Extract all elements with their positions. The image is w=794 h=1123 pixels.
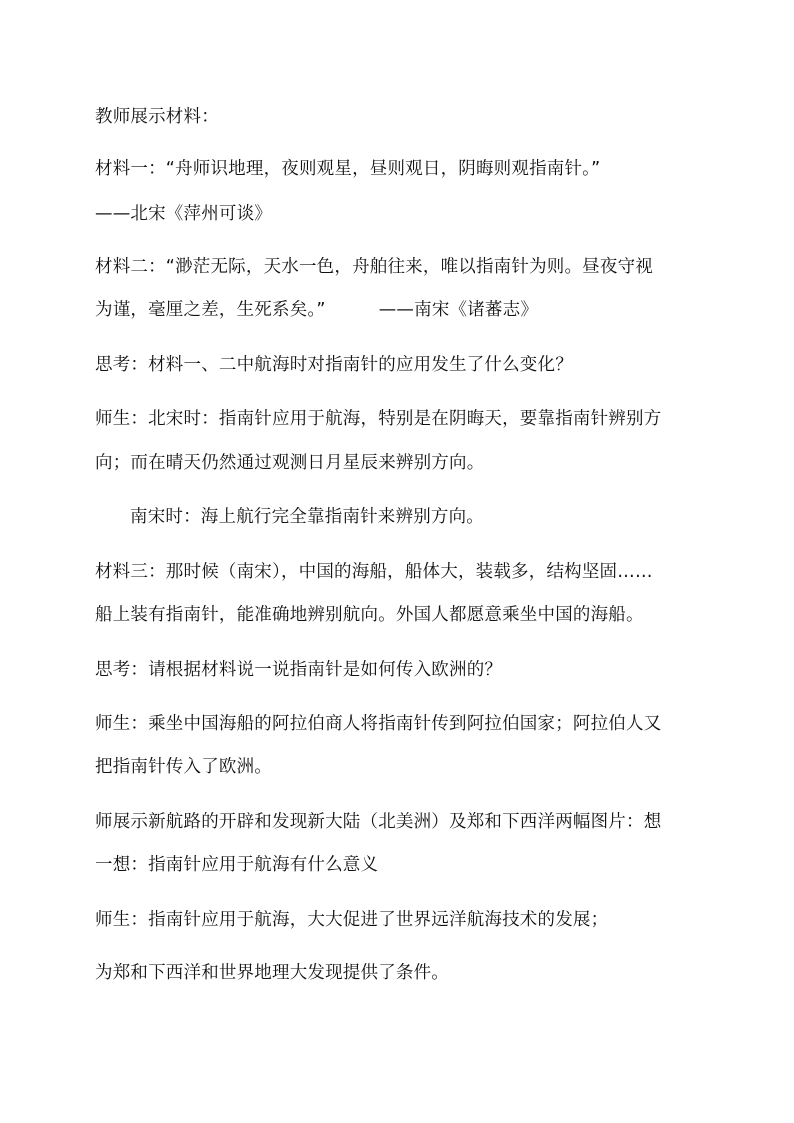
answer-one-line-3: 南宋时：海上航行完全靠指南针来辨别方向。 [130, 507, 484, 527]
material-two-source: 为谨，毫厘之差，生死系矣。” ——南宋《诸蕃志》 [95, 300, 539, 320]
intro-text: 教师展示材料： [95, 107, 219, 127]
think-question-one: 思考：材料一、二中航海时对指南针的应用发生了什么变化？ [95, 355, 573, 375]
answer-two-line-1: 师生：乘坐中国海船的阿拉伯商人将指南针传到阿拉伯国家；阿拉伯人又 [95, 714, 662, 734]
material-three-line-1: 材料三：那时候（南宋），中国的海船，船体大，装载多，结构坚固…… [95, 562, 653, 582]
answer-three-line-1: 师生：指南针应用于航海，大大促进了世界远洋航海技术的发展； [95, 910, 609, 930]
teacher-show-line-1: 师展示新航路的开辟和发现新大陆（北美洲）及郑和下西洋两幅图片：想 [95, 812, 662, 832]
answer-one-line-2: 向；而在晴天仍然通过观测日月星辰来辨别方向。 [95, 453, 485, 473]
material-three-line-2: 船上装有指南针，能准确地辨别航向。外国人都愿意乘坐中国的海船。 [95, 605, 644, 625]
answer-two-line-2: 把指南针传入了欧洲。 [95, 757, 272, 777]
teacher-show-line-2: 一想：指南针应用于航海有什么意义 [95, 855, 379, 875]
answer-one-line-1: 师生：北宋时：指南针应用于航海，特别是在阴晦天，要靠指南针辨别方 [95, 409, 662, 429]
material-one-source: ——北宋《萍州可谈》 [95, 204, 272, 224]
answer-three-line-2: 为郑和下西洋和世界地理大发现提供了条件。 [95, 963, 449, 983]
material-two-quote: 材料二：“渺茫无际，天水一色，舟舶往来，唯以指南针为则。昼夜守视 [95, 257, 653, 277]
material-one-quote: 材料一：“舟师识地理，夜则观星，昼则观日，阴晦则观指南针。” [95, 159, 601, 179]
think-question-two: 思考：请根据材料说一说指南针是如何传入欧洲的？ [95, 660, 503, 680]
